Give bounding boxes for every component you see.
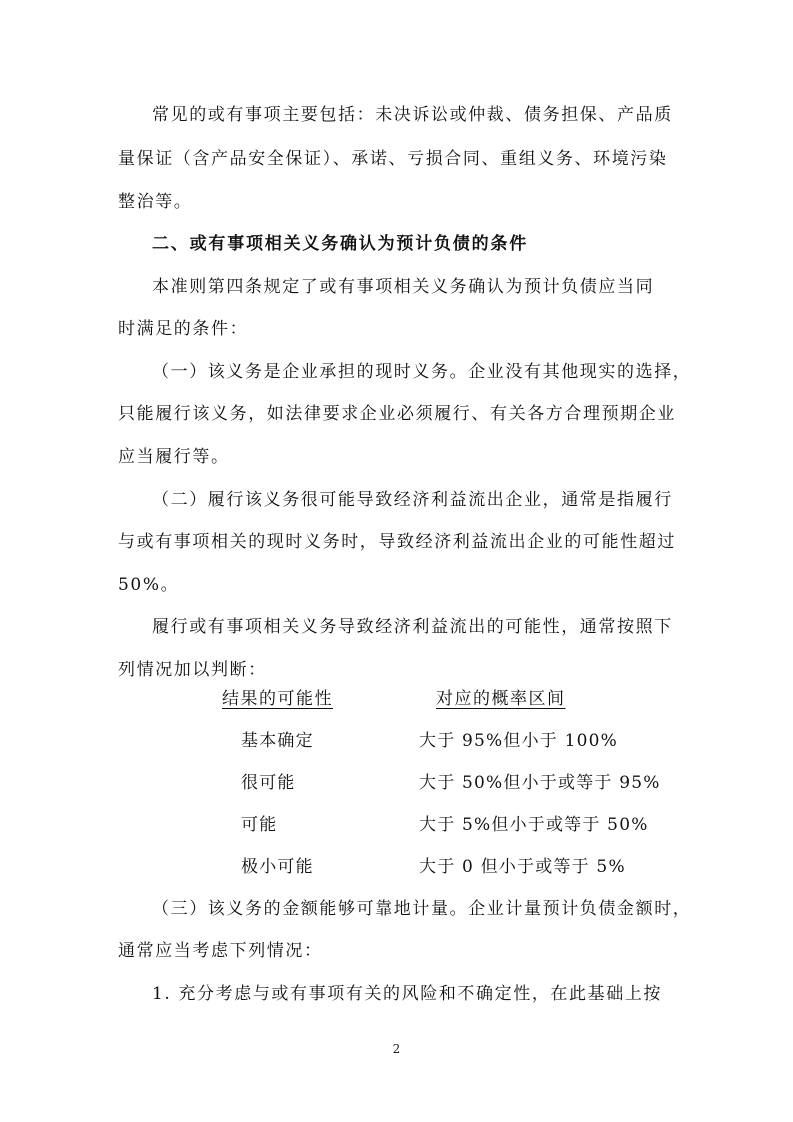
page-number: 2 — [392, 1042, 401, 1056]
paragraph-line: 列情况加以判断： — [118, 660, 267, 680]
paragraph-line: （二）履行该义务很可能导致经济利益流出企业，通常是指履行 — [152, 490, 673, 510]
paragraph-line: 履行或有事项相关义务导致经济利益流出的可能性，通常按照下 — [152, 617, 673, 637]
paragraph-line: 时满足的条件： — [118, 319, 249, 339]
table-cell: 基本确定 — [241, 731, 314, 751]
table-header: 对应的概率区间 — [436, 689, 566, 709]
table-cell: 大于 0 但小于或等于 5% — [419, 857, 626, 877]
table-cell: 大于 5%但小于或等于 50% — [419, 815, 649, 835]
paragraph-line: 50%。 — [118, 575, 180, 595]
paragraph-line: 本准则第四条规定了或有事项相关义务确认为预计负债应当同 — [152, 277, 655, 297]
paragraph-line: 应当履行等。 — [118, 447, 230, 467]
table-cell: 可能 — [241, 815, 278, 835]
paragraph-line: （一）该义务是企业承担的现时义务。企业没有其他现实的选择， — [152, 362, 692, 382]
paragraph-line: 只能履行该义务，如法律要求企业必须履行、有关各方合理预期企业 — [118, 404, 676, 424]
table-cell: 大于 95%但小于 100% — [419, 731, 618, 751]
table-cell: 大于 50%但小于或等于 95% — [419, 773, 661, 793]
table-cell: 极小可能 — [241, 857, 314, 877]
paragraph-line: 整治等。 — [118, 192, 193, 212]
paragraph-line: 1. 充分考虑与或有事项有关的风险和不确定性，在此基础上按 — [152, 984, 663, 1004]
paragraph-line: （三）该义务的金额能够可靠地计量。企业计量预计负债金额时， — [152, 899, 692, 919]
paragraph-line: 量保证（含产品安全保证）、承诺、亏损合同、重组义务、环境污染 — [118, 149, 668, 169]
section-heading: 二、或有事项相关义务确认为预计负债的条件 — [152, 234, 528, 254]
paragraph-line: 常见的或有事项主要包括：未决诉讼或仲裁、债务担保、产品质 — [152, 105, 673, 125]
table-header: 结果的可能性 — [222, 689, 333, 709]
table-cell: 很可能 — [241, 773, 296, 793]
paragraph-line: 与或有事项相关的现时义务时，导致经济利益流出企业的可能性超过 — [118, 532, 676, 552]
paragraph-line: 通常应当考虑下列情况： — [118, 941, 323, 961]
